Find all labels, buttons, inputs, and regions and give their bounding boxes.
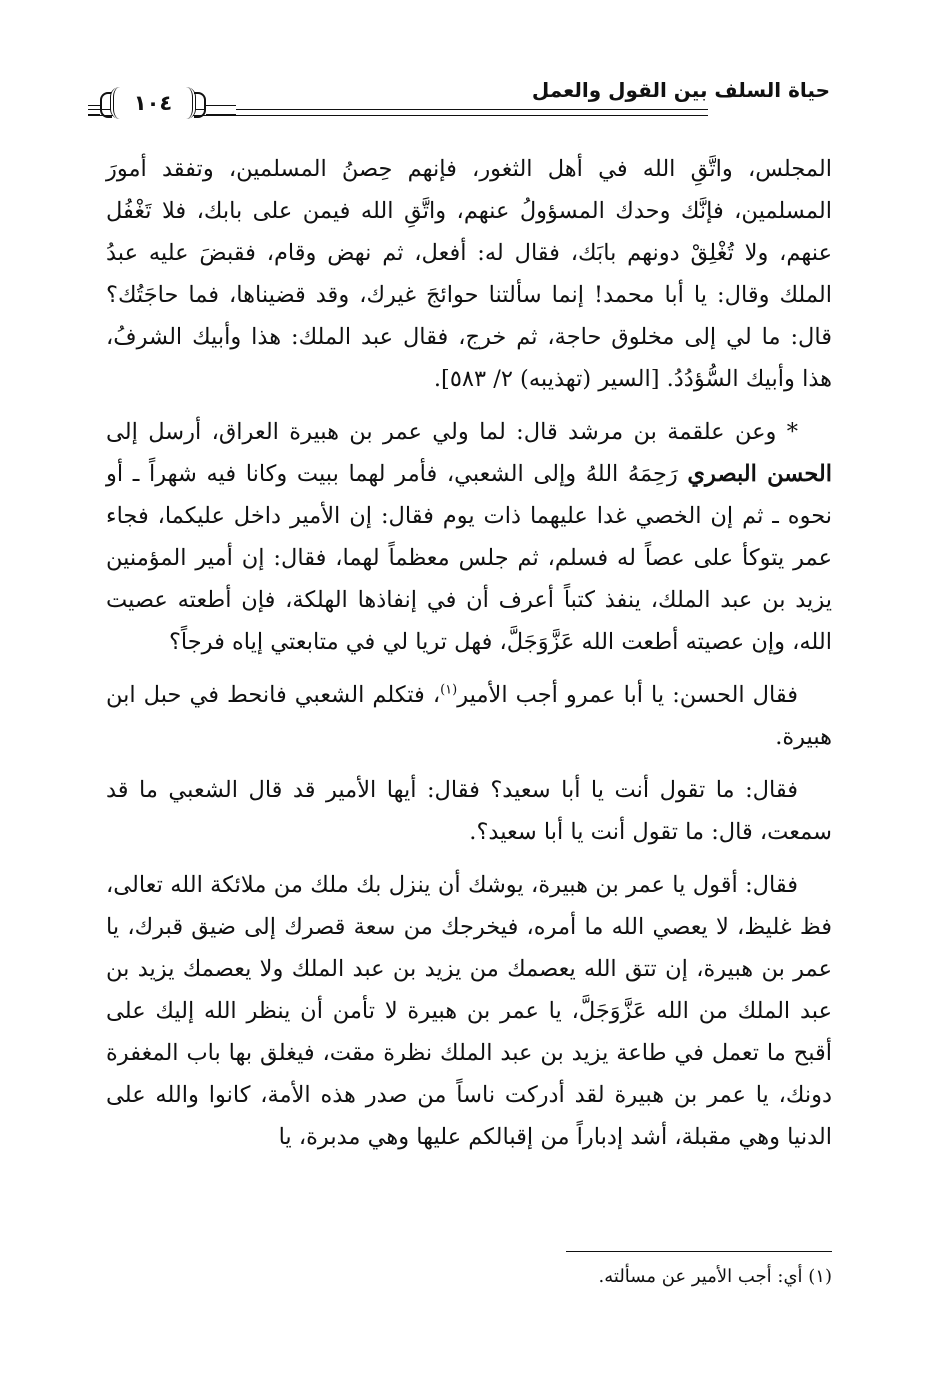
page-number-frame	[88, 78, 830, 124]
paragraph-2-intro: * وعن علقمة بن مرشد قال: لما ولي عمر بن هبيرة العراق، أرسل إلى	[106, 419, 798, 445]
paragraph-5: فقال: أقول يا عمر بن هبيرة، يوشك أن ينزل بك ملك من ملائكة الله تعالى، فظ غليظ، لا يعصي الله ما أمره، فيخرجك من سعة قصرك إلى ضيق قبرك، يا عمر بن هبيرة، إن تتق الله يعصمك من يزيد بن عبد الملك ولا يعصمك يزيد بن عبد الملك من الله عَزَّوَجَلَّ، يا عمر بن هبيرة لا تأمن أن ينظر الله إليك على أقبح ما تعمل في طاعة يزيد بن عبد الملك نظرة مقت، فيغلق بها باب المغفرة دونك، يا عمر بن هبيرة لقد أدركت ناساً من صدر هذه الأمة، كانوا والله على الدنيا وهي مقبلة، أشد إدباراً من إقبالكم عليها وهي مدبرة، يا	[106, 872, 832, 1150]
page-number-box	[110, 87, 196, 119]
ornament-left-rule	[88, 105, 100, 115]
page-number: ١٠٤	[133, 91, 173, 115]
page-header	[88, 78, 830, 124]
paragraph-2	[106, 411, 832, 663]
footnote-reference: (١)	[440, 682, 458, 698]
paragraph-3-end: ، فتكلم الشعبي فانحط في حبل ابن هبيرة.	[106, 682, 832, 750]
footnote: (١) أي: أجب الأمير عن مسألته.	[598, 1266, 832, 1287]
paragraph-3-start: فقال الحسن: يا أبا عمرو أجب الأمير	[457, 682, 798, 708]
ornament-right-rule	[206, 105, 236, 115]
paragraph-3	[106, 674, 832, 758]
paragraph-4: فقال: ما تقول أنت يا أبا سعيد؟ فقال: أيها الأمير قد قال الشعبي ما قد سمعت، قال: ما تقول أنت يا أبا سعيد؟.	[106, 777, 832, 845]
paragraph-2-rest: رَحِمَهُ اللهُ وإلى الشعبي، فأمر لهما ببيت وكانا فيه شهراً ـ أو نحوه ـ ثم إن الخصي غدا عليهما ذات يوم فقال: إن الأمير داخل عليكما، فجاء عمر يتوكأ على عصاً له فسلم، ثم جلس معظماً لهما، فقال: إن أمير المؤمنين يزيد بن عبد الملك، ينفذ كتباً أعرف أن في إنفاذها الهلكة، فإن أطعته عصيت الله، وإن عصيته أطعت الله عَزَّوَجَلَّ، فهل تريا لي في متابعتي إياه فرجاً؟	[106, 461, 832, 655]
ornament-right-bracket	[194, 92, 206, 118]
paragraph-1: المجلس، واتَّقِ الله في أهل الثغور، فإنهم حِصنُ المسلمين، وتفقد أمورَ المسلمين، فإنَّك وحدك المسؤولُ عنهم، واتَّقِ الله فيمن على بابك، فلا تَغْفُل عنهم، ولا تُغْلِقْ دونهم بابَك، فقال له: أفعل، ثم نهض وقام، فقبضَ عليه عبدُ الملك وقال: يا أبا محمد! إنما سألتنا حوائجَ غيرك، وقد قضيناها، فما حاجَتُك؟ قال: ما لي إلى مخلوق حاجة، ثم خرج، فقال عبد الملك: هذا وأبيك الشرفُ، هذا وأبيك السُّؤدُدُ. [السير (تهذيبه) ٢/ ٥٨٣].	[106, 156, 832, 392]
footnote-separator	[566, 1251, 832, 1252]
person-name-hasan: الحسن البصري	[687, 461, 832, 487]
running-title: حياة السلف بين القول والعمل	[531, 78, 830, 102]
body-text	[106, 148, 832, 1158]
